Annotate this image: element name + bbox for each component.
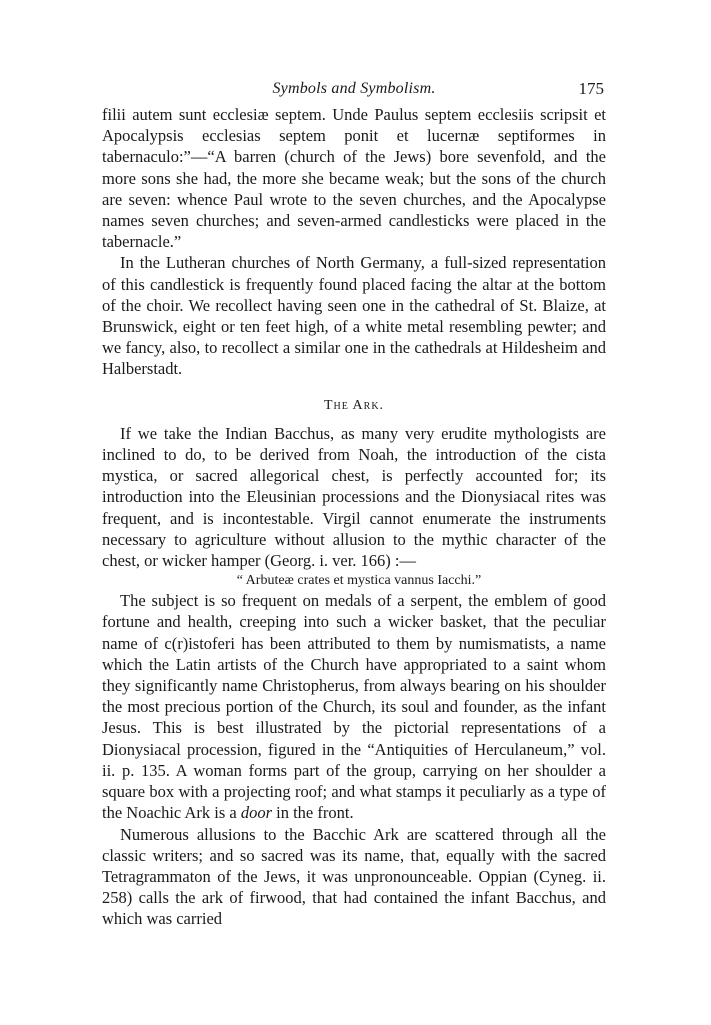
running-head	[102, 74, 606, 104]
virgil-quotation: “ Arbuteæ crates et mystica vannus Iacchi.”	[236, 573, 482, 589]
body-text	[102, 104, 606, 930]
paragraph-serpent-medals-main: The subject is so frequent on medals of a serpent, the emblem of good fortune and health, creeping into such a wicker basket, that the peculiar name of c(r)istoferi has been attributed to them by numismatists, a name which the Latin artists of the Church have appropriated to a saint whom they significantly name Christopherus, from always bearing on his shoulder the most precious portion of the Church, its soul and founder, as the infant Jesus. This is best illustrated by the pictorial representations of a Dionysiacal procession, figured in the “Antiquities of Herculaneum,” vol. ii. p. 135. A woman forms part of the group, carrying on her shoulder a square box with a projecting roof; and what stamps it peculiarly as a type of the Noachic Ark is a	[102, 591, 606, 823]
page-number: 175	[578, 79, 604, 98]
paragraph-serpent-medals	[102, 590, 606, 823]
running-title: Symbols and Symbolism.	[272, 80, 436, 97]
paragraph-bacchic-ark: Numerous allusions to the Bacchic Ark are scattered through all the classic writers; and so sacred was its name, that, equally with the sacred Tetragrammaton of the Jews, it was unpronounceable. Oppian (Cyneg. ii. 258) calls the ark of firwood, that had contained the infant Bacchus, and which was carried	[102, 824, 606, 929]
paragraph-lutheran-churches: In the Lutheran churches of North Germany, a full-sized representation of this candlestick is frequently found placed facing the altar at the bottom of the choir. We recollect having seen one in the cathedral of St. Blaize, at Brunswick, eight or ten feet high, of a white metal resembling pewter; and we fancy, also, to recollect a similar one in the cathedrals at Hildesheim and Halberstadt.	[102, 253, 606, 379]
paragraph-latin-quote-continuation: filii autem sunt ecclesiæ septem. Unde Paulus septem ecclesiis scripsit et Apocalypsis ecclesias septem ponit et lucernæ septiformes in tabernaculo:”—“A barren (church of the Jews) bore sevenfold, and the more sons she had, the more she became weak; but the sons of the church are seven: whence Paul wrote to the seven churches, and the Apocalypse names seven churches; and seven-armed candlesticks were placed in the tabernacle.”	[102, 105, 606, 252]
paragraph-serpent-medals-end: in the front.	[276, 803, 354, 823]
book-page	[102, 74, 606, 930]
section-heading: The Ark.	[323, 397, 385, 413]
paragraph-indian-bacchus: If we take the Indian Bacchus, as many very erudite mythologists are inclined to do, to be derived from Noah, the introduction of the cista mystica, or sacred allegorical chest, is perfectly accounted for; its introduction into the Eleusinian processions and the Dionysiacal rites was frequent, and is incontestable. Virgil cannot enumerate the instruments necessary to agriculture without allusion to the mythic character of the chest, or wicker hamper (Georg. i. ver. 166) :—	[102, 423, 606, 571]
italic-door: door	[240, 803, 273, 823]
